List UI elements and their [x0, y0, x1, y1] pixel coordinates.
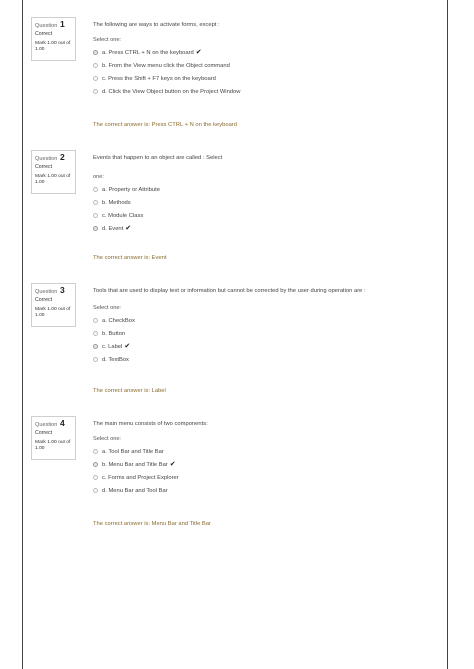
- page-left-border: [22, 0, 23, 669]
- radio-icon[interactable]: [93, 475, 98, 480]
- answer-option[interactable]: c. Label ✔: [93, 340, 443, 353]
- answer-option[interactable]: c. Module Class: [93, 209, 443, 222]
- radio-icon[interactable]: [93, 331, 98, 336]
- correct-answer-feedback: The correct answer is: Menu Bar and Title Bar: [93, 521, 211, 527]
- question-number: Question 1: [35, 19, 65, 29]
- answer-prompt: Select one:: [93, 436, 121, 442]
- question-grade: Mark 1.00 out of 1.00: [35, 174, 71, 186]
- correct-answer-feedback: The correct answer is: Label: [93, 388, 166, 394]
- answer-list: [93, 183, 443, 235]
- radio-selected-icon[interactable]: [93, 344, 98, 349]
- checkmark-icon: ✔: [124, 343, 131, 350]
- radio-selected-icon[interactable]: [93, 50, 98, 55]
- question-number: Question 4: [35, 418, 65, 428]
- checkmark-icon: ✔: [125, 225, 132, 232]
- answer-option[interactable]: b. Methods: [93, 196, 443, 209]
- question-info-box: [31, 150, 76, 194]
- answer-option[interactable]: a. Tool Bar and Title Bar: [93, 445, 443, 458]
- radio-icon[interactable]: [93, 357, 98, 362]
- answer-option[interactable]: b. Menu Bar and Title Bar ✔: [93, 458, 443, 471]
- question-text: Events that happen to an object are called : Select: [93, 155, 223, 161]
- answer-prompt: one:: [93, 174, 104, 180]
- correct-answer-feedback: The correct answer is: Press CTRL + N on the keyboard: [93, 122, 237, 128]
- radio-icon[interactable]: [93, 213, 98, 218]
- answer-list: [93, 445, 443, 497]
- question-content: [93, 150, 443, 261]
- radio-icon[interactable]: [93, 187, 98, 192]
- answer-option[interactable]: d. Click the View Object button on the Project Window: [93, 85, 443, 98]
- radio-icon[interactable]: [93, 488, 98, 493]
- answer-option[interactable]: b. Button: [93, 327, 443, 340]
- answer-option[interactable]: c. Forms and Project Explorer: [93, 471, 443, 484]
- question-state: Correct: [35, 430, 53, 436]
- answer-list: [93, 314, 443, 366]
- correct-answer-feedback: The correct answer is: Event: [93, 255, 167, 261]
- radio-icon[interactable]: [93, 449, 98, 454]
- radio-icon[interactable]: [93, 318, 98, 323]
- answer-option[interactable]: c. Press the Shift + F7 keys on the keyboard: [93, 72, 443, 85]
- radio-icon[interactable]: [93, 63, 98, 68]
- question-state: Correct: [35, 297, 53, 303]
- question-info-box: [31, 283, 76, 327]
- radio-icon[interactable]: [93, 89, 98, 94]
- answer-option[interactable]: a. Property or Attribute: [93, 183, 443, 196]
- radio-selected-icon[interactable]: [93, 462, 98, 467]
- question-text: Tools that are used to display text or information but cannot be corrected by the user during operation are :: [93, 288, 366, 294]
- question-content: [93, 416, 443, 527]
- answer-option[interactable]: d. Event ✔: [93, 222, 443, 235]
- radio-icon[interactable]: [93, 76, 98, 81]
- answer-option[interactable]: b. From the View menu click the Object command: [93, 59, 443, 72]
- answer-option[interactable]: a. Press CTRL + N on the keyboard ✔: [93, 46, 443, 59]
- question-info-box: [31, 416, 76, 460]
- question-grade: Mark 1.00 out of 1.00: [35, 307, 71, 319]
- question-content: [93, 283, 443, 394]
- checkmark-icon: ✔: [195, 49, 202, 56]
- answer-option[interactable]: d. Menu Bar and Tool Bar: [93, 484, 443, 497]
- answer-list: [93, 46, 443, 98]
- question-grade: Mark 1.00 out of 1.00: [35, 41, 71, 53]
- radio-icon[interactable]: [93, 200, 98, 205]
- question-state: Correct: [35, 164, 53, 170]
- question-number: Question 2: [35, 152, 65, 162]
- question-grade: Mark 1.00 out of 1.00: [35, 440, 71, 452]
- question-state: Correct: [35, 31, 53, 37]
- question-content: [93, 17, 443, 128]
- question-number: Question 3: [35, 285, 65, 295]
- radio-selected-icon[interactable]: [93, 226, 98, 231]
- page-right-border: [447, 0, 448, 669]
- answer-option[interactable]: a. CheckBox: [93, 314, 443, 327]
- answer-prompt: Select one:: [93, 305, 121, 311]
- answer-option[interactable]: d. TextBox: [93, 353, 443, 366]
- question-text: The main menu consists of two components:: [93, 421, 208, 427]
- answer-prompt: Select one:: [93, 37, 121, 43]
- checkmark-icon: ✔: [169, 461, 176, 468]
- question-info-box: [31, 17, 76, 61]
- question-text: The following are ways to activate forms, except :: [93, 22, 220, 28]
